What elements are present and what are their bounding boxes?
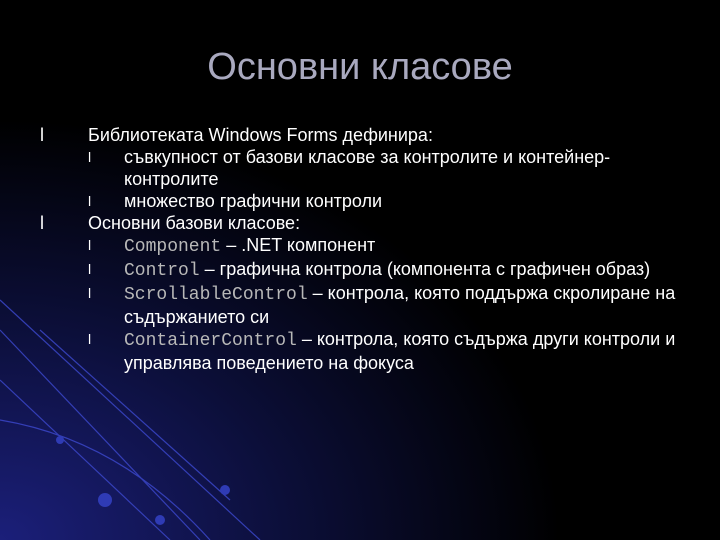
deco-dot-3 [56,436,64,444]
deco-dot-1 [98,493,112,507]
class-name-code: Component [124,237,222,257]
sub-bullet-text: съвкупност от базови класове за контролите и контейнер-контролите [124,147,611,189]
bullet-icon: l [88,149,92,165]
bullet-item-1 [40,124,680,146]
deco-dot-2 [220,485,230,495]
bullet-icon: l [40,125,44,145]
sub-bullet-item-2-2 [40,258,680,282]
bullet-text: Библиотеката Windows Forms дефинира: [88,125,433,145]
sub-bullet-text: – графична контрола (компонента с графичен образ) [199,259,651,279]
sub-bullet-item-1-1 [40,146,680,190]
slide-title: Основни класове [207,46,513,88]
bullet-icon: l [40,213,44,233]
sub-bullet-text: – контрола, която поддържа скролиране на съдържанието си [124,283,676,327]
sub-bullet-text: – .NET компонент [221,235,376,255]
bullet-icon: l [88,237,92,253]
sub-bullet-item-2-4 [40,328,680,374]
class-name-code: ContainerControl [124,331,297,351]
bullet-icon: l [88,331,92,347]
class-name-code: Control [124,261,200,281]
bullet-text: Основни базови класове: [88,213,301,233]
sub-bullet-item-1-2 [40,190,680,212]
class-name-code: ScrollableControl [124,285,308,305]
bullet-icon: l [88,193,92,209]
sub-bullet-item-2-1 [40,234,680,258]
bullet-icon: l [88,285,92,301]
deco-dot-4 [155,515,165,525]
bullet-icon: l [88,261,92,277]
bullet-item-2 [40,212,680,234]
slide-content [40,124,680,374]
sub-bullet-text: множество графични контроли [124,191,383,211]
sub-bullet-text: – контрола, която съдържа други контроли и управлява поведението на фокуса [124,329,676,373]
sub-bullet-item-2-3 [40,282,680,328]
